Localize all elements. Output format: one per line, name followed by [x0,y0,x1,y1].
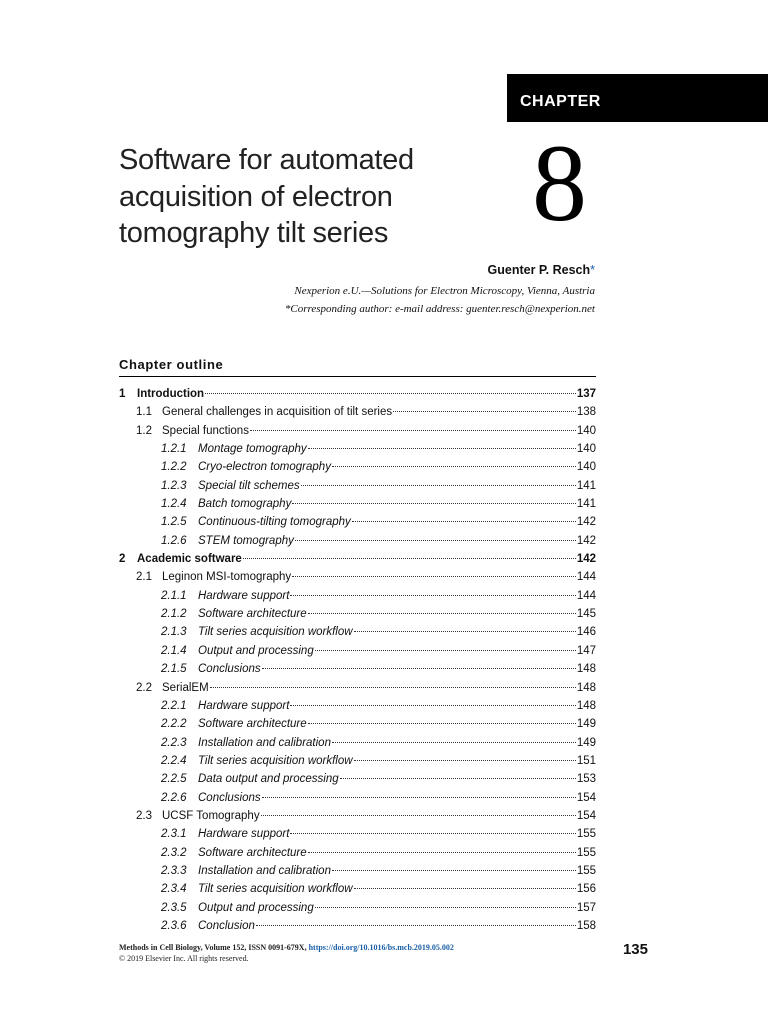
toc-entry-number: 2.3.3 [161,864,187,877]
page-footer [119,942,539,964]
toc-leader-dots [256,911,576,926]
toc-leader-dots [262,654,576,669]
chapter-title-line: acquisition of electron [119,180,393,213]
toc-entry-label: Conclusions [198,791,261,804]
toc-entry-page: 144 [576,589,596,602]
toc-entry-page: 156 [576,883,596,896]
toc-entry-page: 153 [576,773,596,786]
toc-entry-page: 142 [576,553,596,566]
toc-leader-dots [290,581,575,596]
chapter-title [119,142,479,252]
toc-entry-number: 1 [119,388,126,400]
toc-entry-number: 1.2.5 [161,516,187,529]
toc-entry-label: Continuous-tilting tomography [198,516,351,529]
toc-entry-label: Software architecture [198,846,307,859]
toc-entry-page: 158 [576,919,596,932]
toc-entry-number: 2 [119,553,126,566]
toc-leader-dots [332,856,576,871]
journal-citation: Methods in Cell Biology, Volume 152, ISSN 0091-679X, [119,943,307,952]
toc-entry-number: 2.1 [136,571,152,584]
toc-entry-number: 2.2.6 [161,791,187,804]
toc-entry-number: 2.3.2 [161,846,187,859]
toc-entry-label: Installation and calibration [198,736,331,749]
toc-leader-dots [315,636,576,651]
toc-entry-label: STEM tomography [198,534,294,547]
toc-entry-label: Installation and calibration [198,864,331,877]
chapter-number: 8 [532,122,587,244]
toc-leader-dots [292,562,576,577]
toc-entry-label: Tilt series acquisition workflow [198,626,353,639]
toc-leader-dots [340,764,576,779]
toc-entry-page: 154 [576,791,596,804]
chapter-label: CHAPTER [520,93,601,110]
toc-entry-label: Cryo-electron tomography [198,461,331,474]
toc-entry-page: 142 [576,516,596,529]
toc-entry-number: 1.1 [136,406,152,419]
toc-entry-page: 141 [576,479,596,492]
toc-entry-number: 2.2.1 [161,699,187,712]
toc-entry-number: 2.2 [136,681,152,694]
toc-entry-label: SerialEM [162,681,209,694]
toc-leader-dots [250,416,576,431]
toc-entry-number: 2.3.6 [161,919,187,932]
toc-leader-dots [243,544,576,559]
toc-entry-number: 2.2.3 [161,736,187,749]
toc-entry-number: 1.2.3 [161,479,187,492]
toc-entry-label: Leginon MSI-tomography [162,571,292,584]
author-affiliation: Nexperion e.U.—Solutions for Electron Microscopy, Vienna, Austria [294,285,595,297]
toc-entry-page: 157 [576,901,596,914]
toc-entry-page: 155 [576,864,596,877]
toc-entry-page: 138 [576,406,596,419]
toc-entry-number: 2.3 [136,809,152,822]
toc-entry-page: 146 [576,626,596,639]
toc-entry-number: 2.1.4 [161,644,187,657]
toc-entry-page: 142 [576,534,596,547]
toc-entry-page: 155 [576,846,596,859]
page-number: 135 [622,941,648,958]
toc-entry-page: 140 [576,443,596,456]
toc-entry-page: 141 [576,498,596,511]
toc-entry-label: Introduction [137,388,205,400]
toc-entry-number: 1.2.1 [161,443,187,456]
toc-entry-label: Output and processing [198,644,314,657]
table-of-contents [119,382,596,932]
toc-entry-number: 2.1.3 [161,626,187,639]
toc-entry-number: 2.2.2 [161,718,187,731]
doi-link[interactable]: https://doi.org/10.1016/bs.mcb.2019.05.002 [308,943,454,952]
toc-entry-label: Batch tomography [198,498,292,511]
toc-leader-dots [210,673,576,688]
toc-entry-number: 2.1.1 [161,589,187,602]
toc-entry-page: 149 [576,736,596,749]
toc-entry-label: Hardware support [198,699,290,712]
toc-entry-number: 2.2.4 [161,754,187,767]
toc-entry-label: Hardware support [198,589,290,602]
toc-entry-label: Output and processing [198,901,314,914]
chapter-title-line: tomography tilt series [119,217,389,249]
toc-leader-dots [301,471,576,486]
toc-entry-label: Special functions [162,424,249,437]
toc-entry-number: 2.1.2 [161,608,187,621]
corresponding-marker[interactable]: * [590,263,595,277]
toc-leader-dots [295,526,576,541]
toc-entry-label: Tilt series acquisition workflow [198,883,353,896]
toc-leader-dots [290,819,575,834]
toc-entry-page: 137 [576,388,596,400]
toc-entry[interactable] [119,914,596,932]
toc-entry-page: 148 [576,681,596,694]
toc-entry-number: 2.3.5 [161,901,187,914]
chapter-title-line: Software for automated [119,144,414,176]
toc-entry-page: 149 [576,718,596,731]
corresponding-author-note: *Corresponding author: e-mail address: guenter.resch@nexperion.net [284,303,595,315]
toc-entry-page: 151 [576,754,596,767]
author-line [488,263,595,277]
toc-entry-number: 1.2.4 [161,498,187,511]
toc-leader-dots [308,709,576,724]
toc-entry-label: Software architecture [198,718,307,731]
toc-entry-number: 1.2 [136,424,152,437]
toc-entry-number: 2.2.5 [161,773,187,786]
toc-leader-dots [352,507,576,522]
toc-entry-label: General challenges in acquisition of tilt series [162,406,393,419]
chapter-label-bar [507,74,768,122]
toc-leader-dots [261,801,576,816]
chapter-outline-heading: Chapter outline [119,357,596,377]
toc-entry-label: UCSF Tomography [162,809,260,822]
toc-entry-label: Academic software [137,553,242,566]
toc-leader-dots [393,397,576,412]
toc-leader-dots [354,874,576,889]
toc-entry-page: 148 [576,663,596,676]
toc-entry-page: 140 [576,461,596,474]
toc-leader-dots [332,728,576,743]
toc-entry-page: 140 [576,424,596,437]
toc-leader-dots [292,489,575,504]
toc-entry-page: 154 [576,809,596,822]
toc-entry-number: 2.1.5 [161,663,187,676]
toc-leader-dots [308,838,576,853]
toc-leader-dots [262,783,576,798]
toc-entry-number: 1.2.6 [161,534,187,547]
toc-entry-label: Conclusion [198,919,255,932]
toc-entry-page: 144 [576,571,596,584]
toc-entry-label: Tilt series acquisition workflow [198,754,353,767]
toc-entry-page: 147 [576,644,596,657]
toc-entry-number: 1.2.2 [161,461,187,474]
toc-entry-label: Special tilt schemes [198,479,300,492]
toc-entry-page: 155 [576,828,596,841]
toc-entry-label: Hardware support [198,828,290,841]
toc-entry-label: Conclusions [198,663,261,676]
toc-entry-number: 2.3.1 [161,828,187,841]
toc-leader-dots [315,893,576,908]
toc-leader-dots [308,599,576,614]
toc-entry-number: 2.3.4 [161,883,187,896]
copyright-notice: © 2019 Elsevier Inc. All rights reserved. [119,954,249,963]
toc-leader-dots [290,691,575,706]
toc-entry-label: Software architecture [198,608,307,621]
toc-leader-dots [354,617,576,632]
toc-entry-page: 145 [576,608,596,621]
author-name: Guenter P. Resch [487,263,591,277]
toc-entry-page: 148 [576,699,596,712]
toc-leader-dots [308,434,576,449]
toc-leader-dots [205,379,576,394]
toc-leader-dots [332,452,576,467]
toc-leader-dots [354,746,576,761]
toc-entry-label: Data output and processing [198,773,339,786]
toc-entry-label: Montage tomography [198,443,307,456]
